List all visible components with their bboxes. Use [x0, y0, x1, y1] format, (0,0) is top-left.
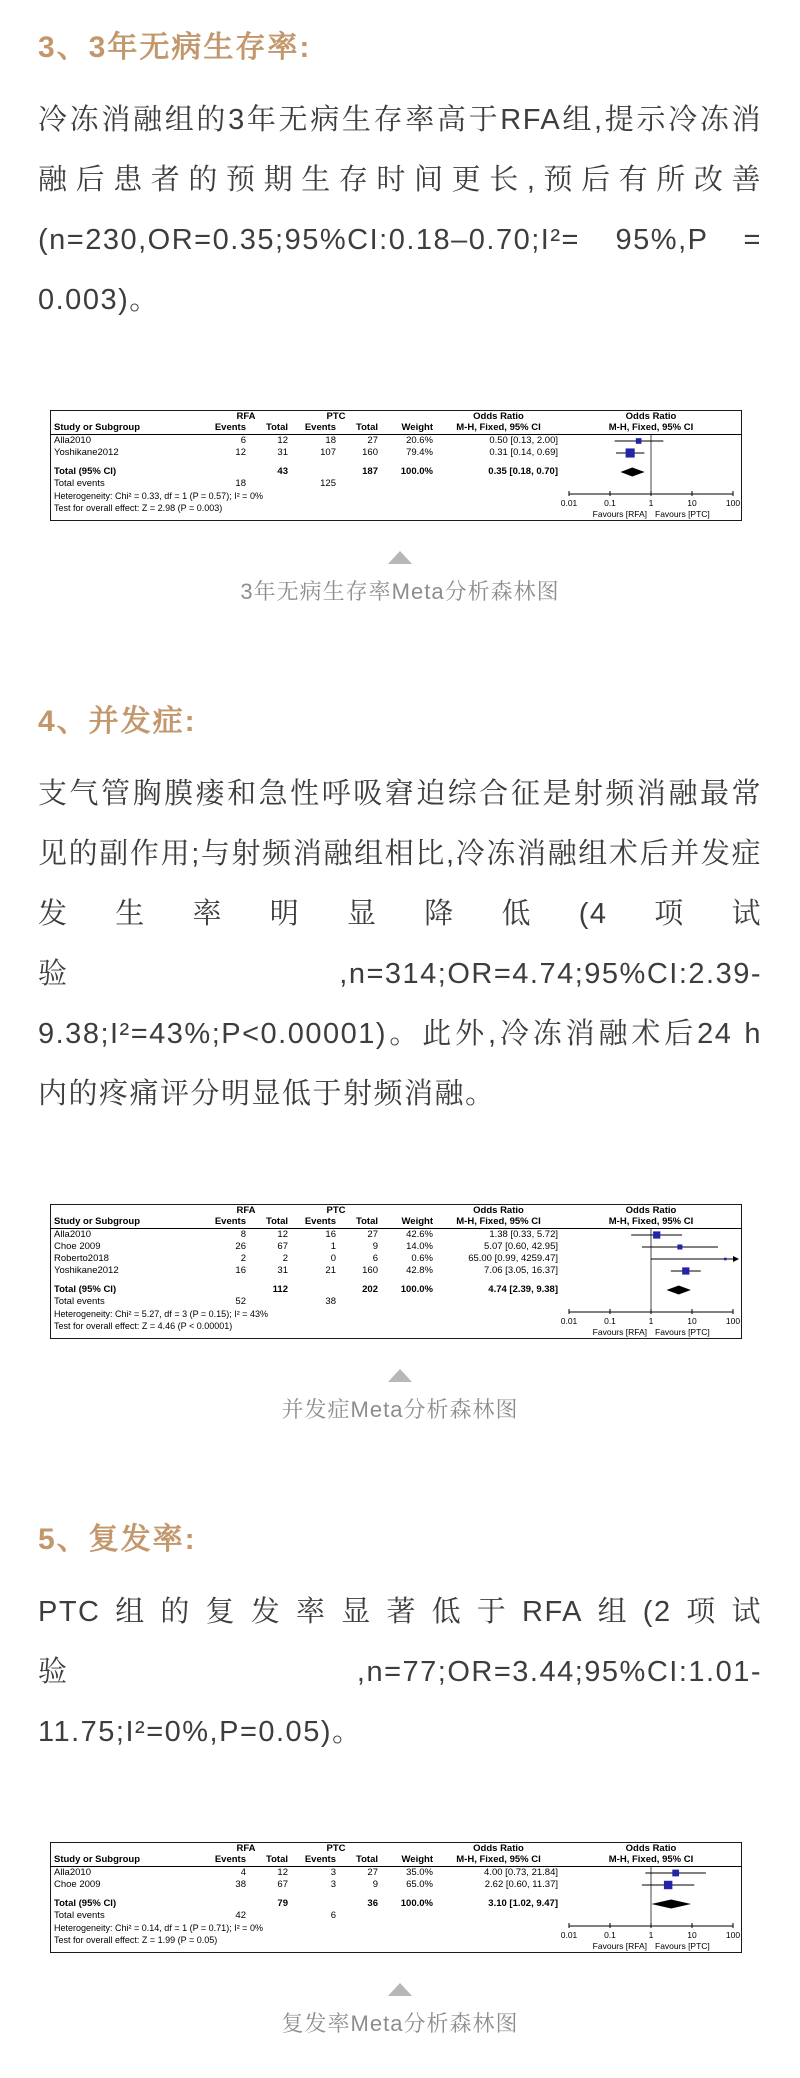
- fp-cell: 8: [240, 1229, 246, 1241]
- fp-cell: Total (95% CI): [54, 1284, 117, 1296]
- fp-cell: PTC: [326, 1204, 346, 1216]
- fp-cell: 12: [277, 435, 288, 447]
- fp-cell: Weight: [381, 1854, 436, 1867]
- fp-cell: Odds Ratio: [625, 1204, 677, 1216]
- forest-plot-recurrence[interactable]: [50, 1842, 742, 1953]
- fp-cell: Total: [249, 1854, 291, 1867]
- fp-cell: Alla2010: [54, 1229, 91, 1241]
- fp-cell: 42.8%: [406, 1265, 433, 1277]
- fp-cell: 12: [277, 1229, 288, 1241]
- forest-plot-graph: [561, 1205, 741, 1340]
- fp-cell: 7.06 [3.05, 16.37]: [484, 1265, 558, 1277]
- fp-cell: Heterogeneity: Chi² = 0.33, df = 1 (P = 0.57); I² = 0%: [54, 490, 263, 501]
- fp-cell: Test for overall effect: Z = 2.98 (P = 0.003): [54, 502, 223, 513]
- fp-cell: 6: [240, 435, 246, 447]
- svg-text:0.1: 0.1: [604, 1930, 616, 1940]
- paragraph-recurrence: PTC组的复发率显著低于RFA组(2项试验,n=77;OR=3.44;95%CI:1.01-11.75;I²=0%,P=0.05)。: [38, 1596, 762, 1748]
- fp-cell: 21: [325, 1265, 336, 1277]
- fp-cell: 2.62 [0.60, 11.37]: [484, 1879, 558, 1891]
- fp-cell: 35.0%: [406, 1867, 433, 1879]
- svg-text:10: 10: [687, 1930, 697, 1940]
- fp-cell: 3.10 [1.02, 9.47]: [488, 1898, 558, 1910]
- section-recurrence: [38, 1518, 762, 2040]
- fp-cell: M-H, Fixed, 95% CI: [561, 1216, 741, 1229]
- fp-cell: Weight: [381, 422, 436, 435]
- fp-cell: Total: [249, 1216, 291, 1229]
- fp-cell: PTC: [326, 410, 346, 422]
- fp-cell: RFA: [236, 1204, 256, 1216]
- fp-cell: [249, 478, 291, 490]
- fp-cell: 100.0%: [400, 1284, 433, 1296]
- svg-text:0.01: 0.01: [561, 498, 578, 508]
- fp-cell: 100.0%: [400, 1898, 433, 1910]
- forest-plot-graph: [561, 411, 741, 522]
- fp-cell: Odds Ratio: [473, 1842, 524, 1854]
- fp-cell: 6: [330, 1910, 336, 1922]
- fp-cell: Alla2010: [54, 1867, 91, 1879]
- fp-cell: 65.00 [0.99, 4259.47]: [468, 1253, 558, 1265]
- svg-text:1: 1: [648, 1316, 654, 1326]
- fp-cell: Odds Ratio: [625, 1842, 677, 1854]
- fp-cell: Total events: [54, 1910, 105, 1922]
- fp-cell: Choe 2009: [54, 1241, 101, 1253]
- fp-cell: 6: [372, 1253, 378, 1265]
- fp-cell: Events: [291, 1854, 339, 1867]
- svg-text:Favours [PTC]: Favours [PTC]: [655, 1941, 710, 1951]
- fp-cell: Alla2010: [54, 435, 91, 447]
- fp-cell: [291, 1898, 339, 1910]
- fp-cell: 4.00 [0.73, 21.84]: [484, 1867, 558, 1879]
- fp-cell: Total events: [54, 1296, 105, 1308]
- figure-caption-complications: 并发症Meta分析森林图: [281, 1397, 519, 1422]
- svg-text:10: 10: [687, 498, 697, 508]
- fp-cell: RFA: [236, 410, 256, 422]
- paragraph-complications: 支气管胸膜瘘和急性呼吸窘迫综合征是射频消融最常见的副作用;与射频消融组相比,冷冻消融组术后并发症发生率明显降低(4项试验,n=314;OR=4.74;95%CI:2.39-9.38;I²=43%;P<0.00001)。此外,冷冻消融术后24 h内的疼痛评分明显低于射频消融。: [38, 778, 762, 1110]
- fp-cell: Study or Subgroup: [51, 1854, 201, 1867]
- svg-text:0.01: 0.01: [561, 1316, 578, 1326]
- fp-cell: Odds Ratio: [473, 1204, 524, 1216]
- fp-cell: 18: [325, 435, 336, 447]
- section-heading-complications: 4、并发症:: [38, 705, 197, 738]
- fp-cell: 79.4%: [406, 447, 433, 459]
- svg-text:Favours [PTC]: Favours [PTC]: [655, 1327, 710, 1337]
- fp-cell: 27: [367, 1229, 378, 1241]
- svg-text:0.1: 0.1: [604, 1316, 616, 1326]
- fp-cell: 100.0%: [400, 466, 433, 478]
- fp-cell: 125: [320, 478, 336, 490]
- fp-cell: [291, 1284, 339, 1296]
- forest-plot-graph: [561, 1843, 741, 1954]
- fp-cell: 27: [367, 435, 378, 447]
- fp-cell: Total: [339, 1216, 381, 1229]
- svg-text:Favours [RFA]: Favours [RFA]: [592, 1327, 647, 1337]
- fp-cell: 0: [330, 1253, 336, 1265]
- fp-cell: Test for overall effect: Z = 1.99 (P = 0.05): [54, 1934, 218, 1945]
- fp-cell: 26: [235, 1241, 246, 1253]
- fp-cell: Total events: [54, 478, 105, 490]
- fp-cell: 38: [325, 1296, 336, 1308]
- fp-cell: 5.07 [0.60, 42.95]: [484, 1241, 558, 1253]
- fp-cell: Choe 2009: [54, 1879, 101, 1891]
- fp-cell: [291, 466, 339, 478]
- fp-cell: 52: [235, 1296, 246, 1308]
- fp-cell: 67: [277, 1879, 288, 1891]
- fp-cell: PTC: [326, 1842, 346, 1854]
- fp-cell: Roberto2018: [54, 1253, 109, 1265]
- figure-marker-row: [38, 1983, 762, 1996]
- fp-cell: 36: [367, 1898, 378, 1910]
- fp-cell: 3: [330, 1879, 336, 1891]
- fp-cell: [51, 1205, 201, 1216]
- fp-cell: 16: [325, 1229, 336, 1241]
- fp-cell: 31: [277, 447, 288, 459]
- forest-plot-complications[interactable]: [50, 1204, 742, 1339]
- triangle-up-icon: [388, 1983, 412, 1996]
- fp-cell: Total: [339, 422, 381, 435]
- fp-cell: 0.50 [0.13, 2.00]: [489, 435, 558, 447]
- fp-cell: 9: [372, 1241, 378, 1253]
- svg-text:0.01: 0.01: [561, 1930, 578, 1940]
- section-complications: [38, 700, 762, 1426]
- fp-cell: 187: [362, 466, 378, 478]
- fp-cell: 20.6%: [406, 435, 433, 447]
- fp-cell: 1: [330, 1241, 336, 1253]
- fp-cell: 2: [240, 1253, 246, 1265]
- fp-cell: 4.74 [2.39, 9.38]: [488, 1284, 558, 1296]
- fp-cell: M-H, Fixed, 95% CI: [436, 1216, 561, 1229]
- svg-text:Favours [PTC]: Favours [PTC]: [655, 509, 710, 519]
- triangle-up-icon: [388, 1369, 412, 1382]
- figure-caption-3yr-dfs: 3年无病生存率Meta分析森林图: [240, 579, 560, 604]
- fp-cell: 18: [235, 478, 246, 490]
- fp-cell: M-H, Fixed, 95% CI: [436, 422, 561, 435]
- fp-cell: 160: [362, 1265, 378, 1277]
- fp-cell: [381, 1205, 436, 1216]
- fp-cell: 16: [235, 1265, 246, 1277]
- fp-cell: 12: [277, 1867, 288, 1879]
- fp-cell: Odds Ratio: [473, 410, 524, 422]
- fp-cell: 27: [367, 1867, 378, 1879]
- fp-cell: Heterogeneity: Chi² = 0.14, df = 1 (P = 0.71); I² = 0%: [54, 1922, 263, 1933]
- fp-cell: 9: [372, 1879, 378, 1891]
- figure-caption-recurrence: 复发率Meta分析森林图: [281, 2011, 519, 2036]
- fp-cell: 107: [320, 447, 336, 459]
- fp-cell: 79: [277, 1898, 288, 1910]
- fp-cell: M-H, Fixed, 95% CI: [436, 1854, 561, 1867]
- fp-cell: 202: [362, 1284, 378, 1296]
- section-heading-recurrence: 5、复发率:: [38, 1523, 197, 1556]
- svg-text:100: 100: [725, 1316, 741, 1326]
- fp-cell: 43: [277, 466, 288, 478]
- fp-cell: 38: [235, 1879, 246, 1891]
- fp-cell: [381, 1843, 436, 1854]
- forest-plot-3yr-dfs[interactable]: [50, 410, 742, 521]
- fp-cell: Events: [201, 1854, 249, 1867]
- svg-text:100: 100: [725, 498, 741, 508]
- fp-cell: RFA: [236, 1842, 256, 1854]
- svg-text:1: 1: [648, 498, 654, 508]
- fp-cell: 31: [277, 1265, 288, 1277]
- fp-cell: [201, 1284, 249, 1296]
- figure-marker-row: [38, 1369, 762, 1382]
- section-3yr-dfs: [38, 26, 762, 608]
- fp-cell: Events: [201, 1216, 249, 1229]
- fp-cell: Events: [291, 422, 339, 435]
- fp-cell: [201, 1898, 249, 1910]
- fp-cell: Odds Ratio: [625, 410, 677, 422]
- fp-cell: 160: [362, 447, 378, 459]
- svg-text:Favours [RFA]: Favours [RFA]: [592, 509, 647, 519]
- fp-cell: Study or Subgroup: [51, 1216, 201, 1229]
- paragraph-3yr-dfs: 冷冻消融组的3年无病生存率高于RFA组,提示冷冻消融后患者的预期生存时间更长,预后有所改善(n=230,OR=0.35;95%CI:0.18–0.70;I²= 95%,P = 0.003)。: [38, 104, 762, 316]
- fp-cell: 3: [330, 1867, 336, 1879]
- fp-cell: Yoshikane2012: [54, 447, 119, 459]
- fp-cell: [249, 1296, 291, 1308]
- fp-cell: 0.35 [0.18, 0.70]: [488, 466, 558, 478]
- fp-cell: [51, 1843, 201, 1854]
- fp-cell: 14.0%: [406, 1241, 433, 1253]
- figure-marker-row: [38, 551, 762, 564]
- fp-cell: Study or Subgroup: [51, 422, 201, 435]
- svg-text:Favours [RFA]: Favours [RFA]: [592, 1941, 647, 1951]
- fp-cell: 1.38 [0.33, 5.72]: [489, 1229, 558, 1241]
- fp-cell: 0.6%: [411, 1253, 433, 1265]
- svg-text:1: 1: [648, 1930, 654, 1940]
- fp-cell: 42.6%: [406, 1229, 433, 1241]
- fp-cell: [249, 1910, 291, 1922]
- fp-cell: [381, 411, 436, 422]
- fp-cell: Total: [339, 1854, 381, 1867]
- svg-text:0.1: 0.1: [604, 498, 616, 508]
- fp-cell: Total: [249, 422, 291, 435]
- fp-cell: 2: [282, 1253, 288, 1265]
- fp-cell: Events: [201, 422, 249, 435]
- triangle-up-icon: [388, 551, 412, 564]
- fp-cell: 67: [277, 1241, 288, 1253]
- fp-cell: M-H, Fixed, 95% CI: [561, 1854, 741, 1867]
- fp-cell: Events: [291, 1216, 339, 1229]
- fp-cell: Test for overall effect: Z = 4.46 (P < 0.00001): [54, 1320, 233, 1331]
- fp-cell: M-H, Fixed, 95% CI: [561, 422, 741, 435]
- fp-cell: 42: [235, 1910, 246, 1922]
- section-heading-3yr-dfs: 3、3年无病生存率:: [38, 31, 312, 64]
- fp-cell: Total (95% CI): [54, 466, 117, 478]
- fp-cell: [201, 466, 249, 478]
- fp-cell: 12: [235, 447, 246, 459]
- fp-cell: [51, 411, 201, 422]
- svg-text:10: 10: [687, 1316, 697, 1326]
- fp-cell: Total (95% CI): [54, 1898, 117, 1910]
- fp-cell: Weight: [381, 1216, 436, 1229]
- fp-cell: Yoshikane2012: [54, 1265, 119, 1277]
- fp-cell: 0.31 [0.14, 0.69]: [489, 447, 558, 459]
- fp-cell: 4: [240, 1867, 246, 1879]
- fp-cell: 112: [272, 1284, 288, 1296]
- fp-cell: Heterogeneity: Chi² = 5.27, df = 3 (P = 0.15); I² = 43%: [54, 1308, 268, 1319]
- fp-cell: 65.0%: [406, 1879, 433, 1891]
- svg-text:100: 100: [725, 1930, 741, 1940]
